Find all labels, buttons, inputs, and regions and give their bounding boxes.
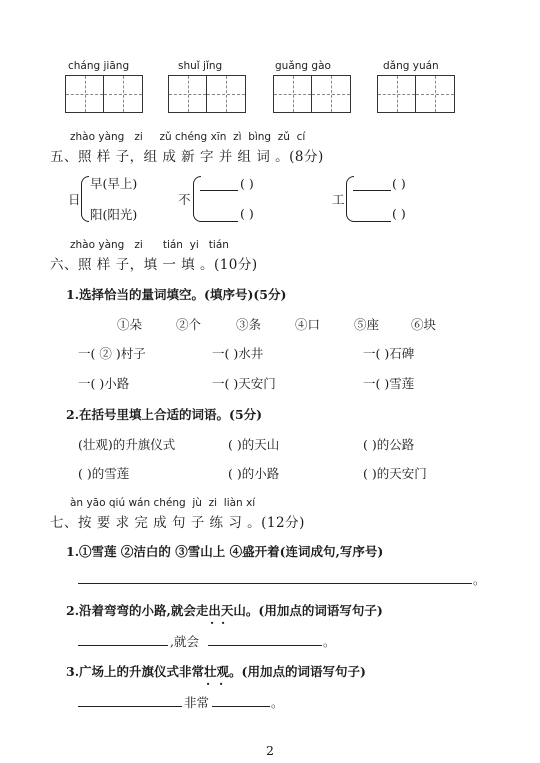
answer-3-period: 。 xyxy=(271,695,284,710)
writing-box-1[interactable] xyxy=(65,75,143,113)
option-5: ⑤座 xyxy=(354,317,380,332)
answer-2-period: 。 xyxy=(323,634,336,649)
phrase-gonglu[interactable]: ( )的公路 xyxy=(363,437,415,452)
py: bìng xyxy=(248,131,272,143)
py: chéng xyxy=(153,497,186,509)
section5-title: 五、照 样 子，组 成 新 字 并 组 词 。(8分) xyxy=(50,149,324,165)
emphasis-dot: · xyxy=(210,616,215,630)
py: yi xyxy=(189,239,199,251)
s7-q2: 2.沿着弯弯的小路,就会走出天山。(用加点的词语写句子) xyxy=(66,603,383,618)
fill-cunzi[interactable]: 一( ② )村子 xyxy=(78,346,146,361)
py: àn xyxy=(70,497,84,509)
section7-pinyin xyxy=(70,497,255,509)
pinyin-3: guǎng gào xyxy=(275,60,331,72)
root-bu: 不 xyxy=(178,192,191,207)
py: qiú xyxy=(108,497,126,509)
answer-1-period: 。 xyxy=(473,572,486,587)
brace-3 xyxy=(346,176,354,222)
s7-q3: 3.广场上的升旗仪式非常壮观。(用加点的词语写句子) xyxy=(66,664,366,679)
answer-3-mid: 非常 xyxy=(184,695,210,710)
blank-bu-2[interactable] xyxy=(200,221,238,222)
fill-xuelian[interactable]: 一( )雪莲 xyxy=(363,376,415,391)
option-6: ⑥块 xyxy=(411,317,437,332)
py: zǔ xyxy=(277,131,290,143)
py: zi xyxy=(134,239,143,251)
section7-title: 七、按 要 求 完 成 句 子 练 习 。(12分) xyxy=(50,515,305,531)
option-3: ③条 xyxy=(236,317,262,332)
root-gong: 工 xyxy=(332,192,345,207)
paren-gong-2[interactable]: ( ) xyxy=(392,206,406,221)
writing-box-4[interactable] xyxy=(377,75,455,113)
phrase-tianshan[interactable]: ( )的天山 xyxy=(228,437,280,452)
s7-q1: 1.①雪莲 ②洁白的 ③雪山上 ④盛开着(连词成句,写序号) xyxy=(66,544,384,559)
fill-shuijing[interactable]: 一( )水井 xyxy=(212,346,264,361)
py: liàn xyxy=(223,497,243,509)
py: zhào xyxy=(70,239,96,251)
phrase-xuelian[interactable]: ( )的雪莲 xyxy=(78,466,130,481)
py: xīn xyxy=(210,131,227,143)
emphasis-dot: · xyxy=(206,677,211,691)
page-number: 2 xyxy=(266,743,274,758)
fill-tiananmen[interactable]: 一( )天安门 xyxy=(212,376,276,391)
py: zì xyxy=(233,131,242,143)
pinyin-2: shuǐ jǐng xyxy=(178,60,223,72)
py: yāo xyxy=(86,497,106,509)
s6-q2: 2.在括号里填上合适的词语。(5分) xyxy=(66,407,263,422)
blank-bu-1[interactable] xyxy=(200,190,238,191)
emphasis-dot: · xyxy=(221,616,226,630)
example-2: 阳(阳光) xyxy=(90,207,138,222)
py: wán xyxy=(128,497,151,509)
section5-pinyin xyxy=(70,131,305,143)
py: tián xyxy=(208,239,229,251)
py: yàng xyxy=(98,239,125,251)
paren-gong-1[interactable]: ( ) xyxy=(392,176,406,191)
option-2: ②个 xyxy=(176,317,202,332)
answer-line-2a[interactable] xyxy=(78,645,168,646)
answer-line-2b[interactable] xyxy=(208,645,322,646)
py: zi xyxy=(134,131,143,143)
pinyin-4: dǎng yuán xyxy=(383,60,439,72)
phrase-xiaolu[interactable]: ( )的小路 xyxy=(228,466,280,481)
phrase-shengqi: (壮观)的升旗仪式 xyxy=(78,437,176,452)
fill-shibei[interactable]: 一( )石碑 xyxy=(363,346,415,361)
s6-q1: 1.选择恰当的量词填空。(填序号)(5分) xyxy=(66,287,287,302)
py: xí xyxy=(246,497,256,509)
writing-box-3[interactable] xyxy=(273,75,351,113)
brace-2 xyxy=(193,176,201,222)
example-1: 早(早上) xyxy=(90,176,138,191)
blank-gong-2[interactable] xyxy=(353,221,391,222)
py: jù xyxy=(192,497,202,509)
root-ri: 日 xyxy=(68,192,81,207)
paren-bu-2[interactable]: ( ) xyxy=(240,206,254,221)
py: chéng xyxy=(175,131,208,143)
answer-line-3a[interactable] xyxy=(78,706,182,707)
option-1: ①朵 xyxy=(117,317,143,332)
fill-xiaolu[interactable]: 一( )小路 xyxy=(78,376,130,391)
py: yàng xyxy=(98,131,125,143)
py: zi xyxy=(208,497,218,509)
emphasis-dot: · xyxy=(219,677,224,691)
py: zhào xyxy=(70,131,96,143)
answer-line-3b[interactable] xyxy=(212,706,270,707)
option-4: ④口 xyxy=(295,317,321,332)
pinyin-1: cháng jiāng xyxy=(68,60,130,72)
section6-title: 六、照 样 子，填 一 填 。(10分) xyxy=(50,257,258,273)
section6-pinyin xyxy=(70,239,229,251)
py: zǔ xyxy=(159,131,172,143)
answer-line-1[interactable] xyxy=(78,583,472,584)
paren-bu-1[interactable]: ( ) xyxy=(240,176,254,191)
py: cí xyxy=(296,131,306,143)
writing-box-2[interactable] xyxy=(168,75,246,113)
brace-1 xyxy=(81,176,89,222)
blank-gong-1[interactable] xyxy=(353,190,391,191)
answer-2-mid: ,就会 xyxy=(170,634,199,649)
phrase-tiananmen[interactable]: ( )的天安门 xyxy=(363,466,427,481)
py: tián xyxy=(162,239,183,251)
